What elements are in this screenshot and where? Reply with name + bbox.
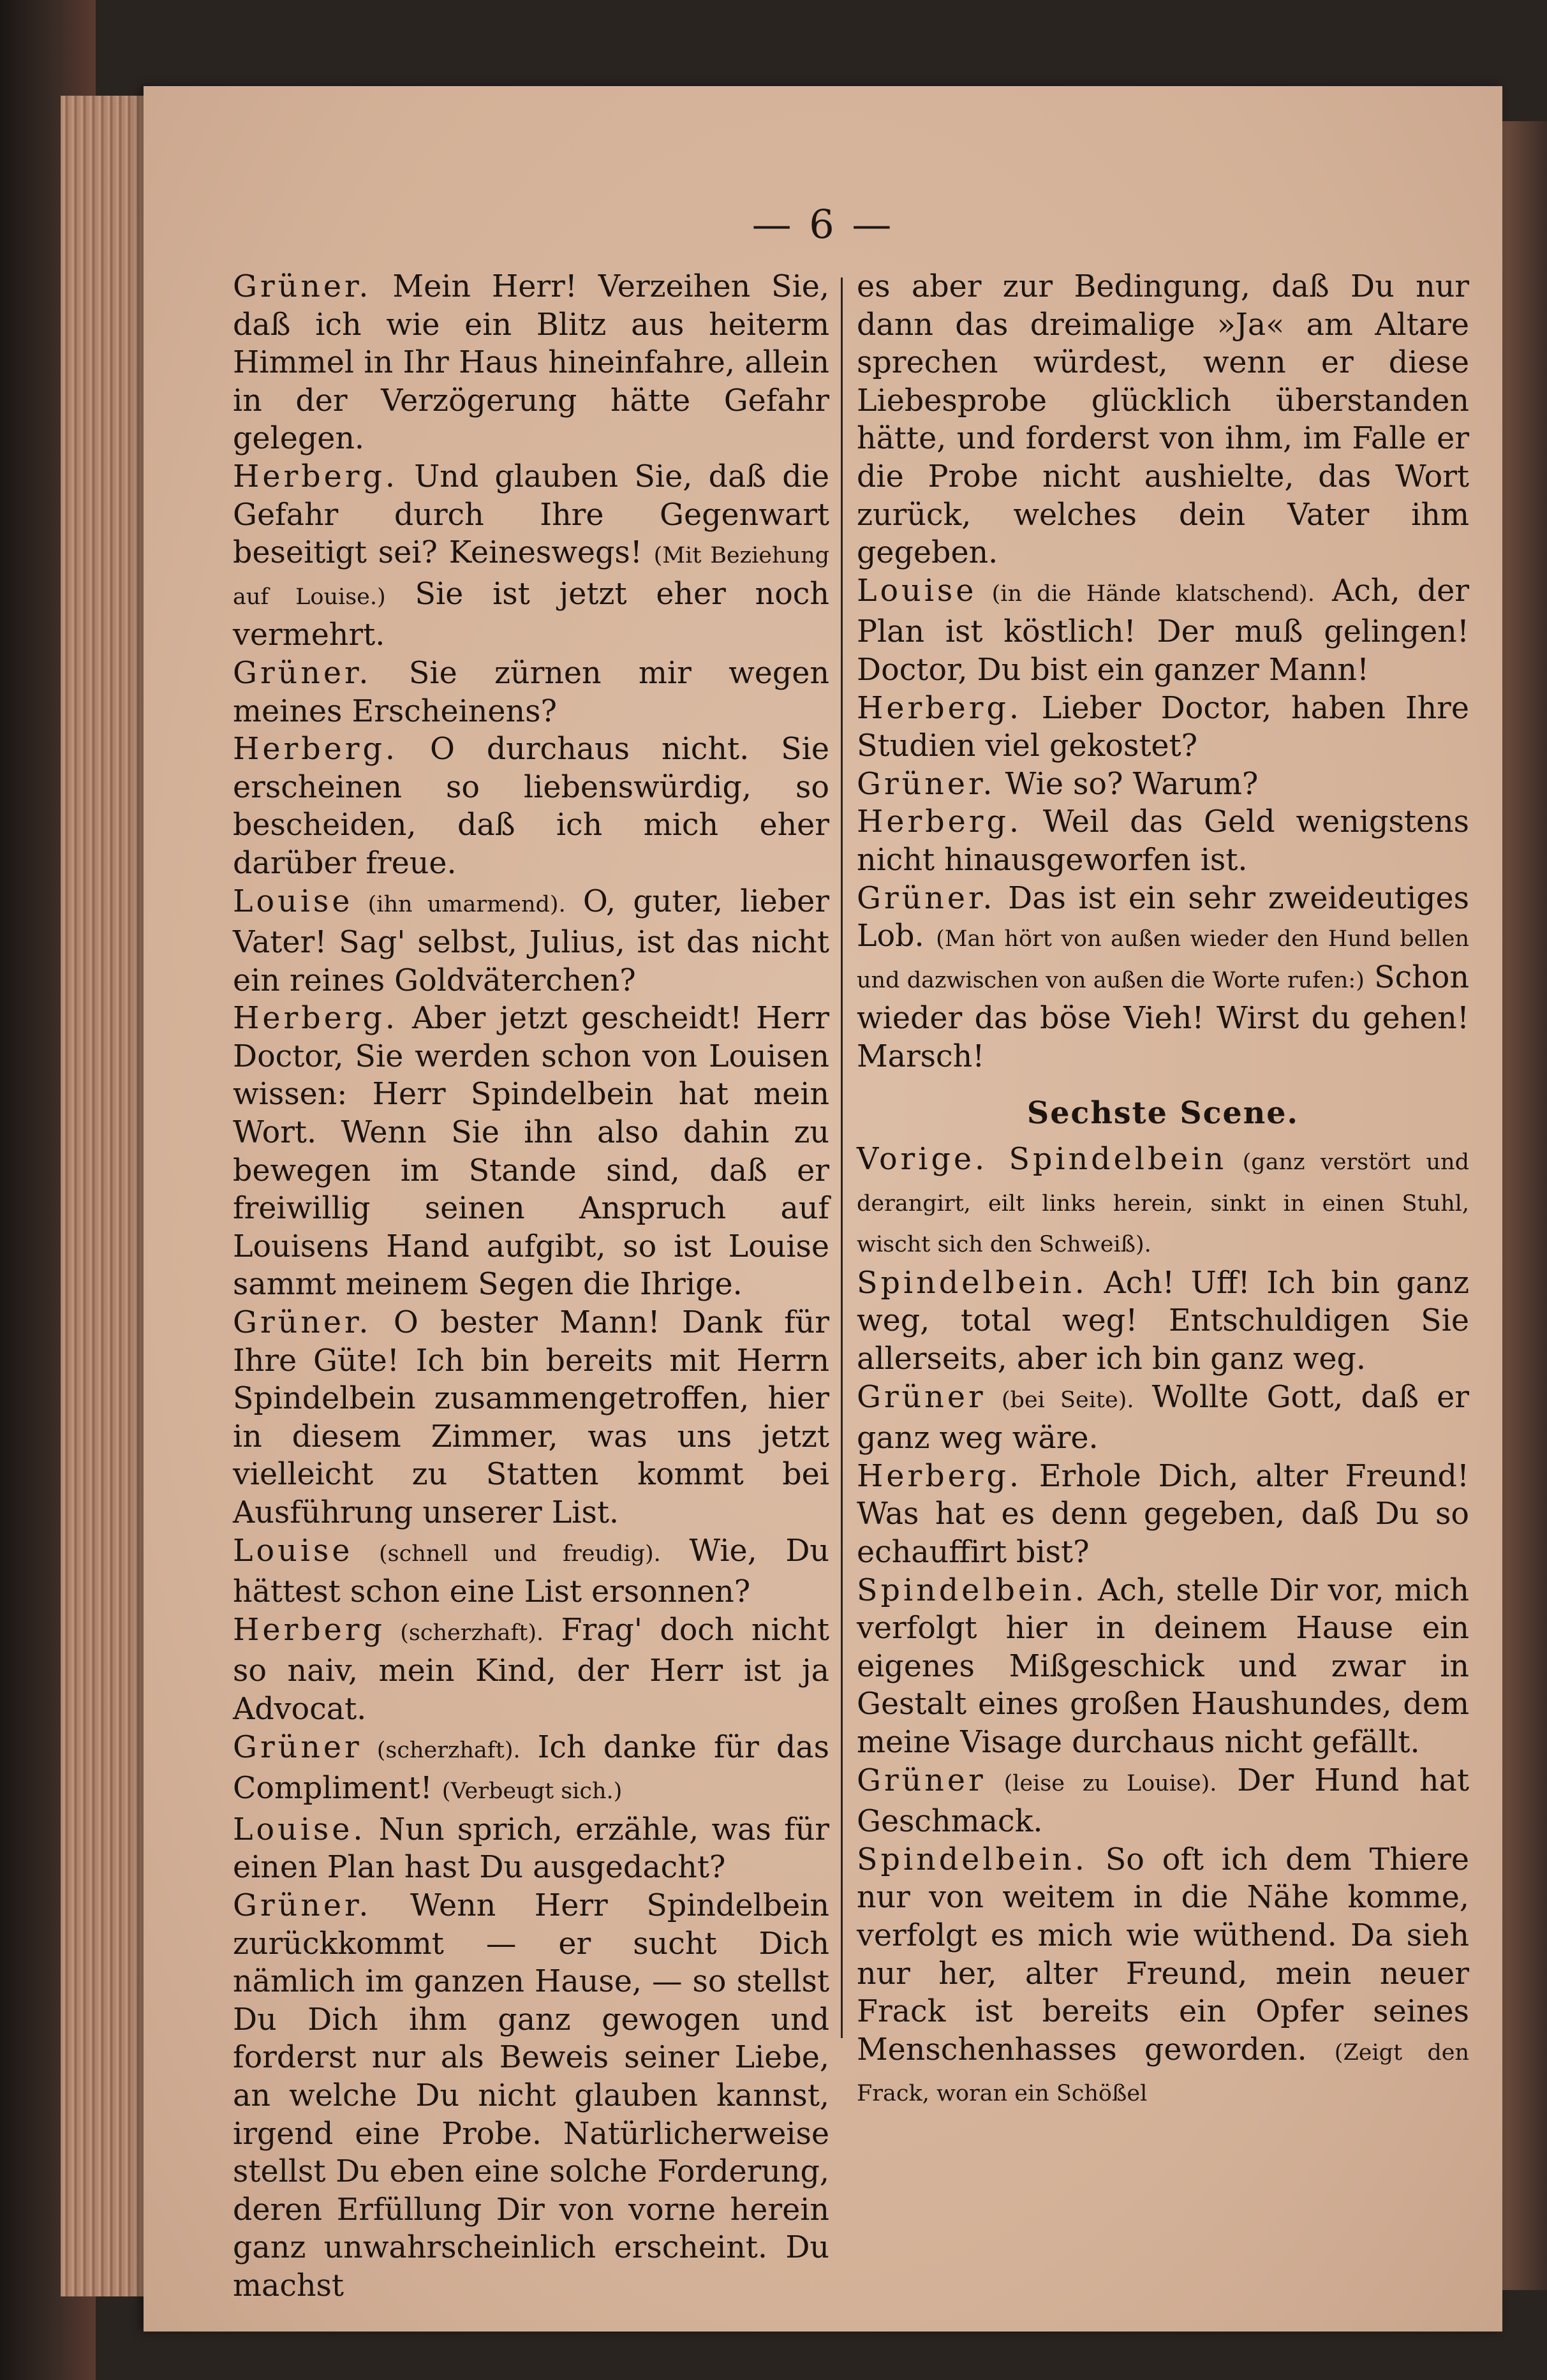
dialogue-text: Wenn Herr Spindelbein zurückkommt — er sucht Dich nämlich im ganzen Hause, — so stellst Du Dich ihm ganz gewogen und forderst nur als Beweis seiner Liebe, an welche Du nicht glauben kannst, irgend eine Probe. Natürlicherweise stellst Du eben eine solche Forderung, deren Erfüllung Dir von vorne herein ganz unwahrscheinlich erscheint. Du machst [233,1888,829,2303]
stage-direction: (Man hört von außen wieder den Hund bellen und dazwischen von außen die Worte rufen:) [857,926,1469,993]
dialogue-paragraph [857,1762,1469,1841]
speaker-name: Grüner. [233,1305,372,1341]
dialogue-paragraph [233,1611,829,1729]
dialogue-text: Nun sprich, erzähle, was für einen Plan hast Du ausgedacht? [233,1812,829,1886]
stage-direction: (schnell und freudig). [353,1541,661,1567]
page-edges [61,96,156,2296]
dialogue-text: Ich danke für das Compliment! [233,1729,830,1807]
speaker-name: Grüner. [233,1888,372,1923]
dialogue-paragraph [233,654,829,730]
speaker-name: Grüner [233,1729,362,1765]
speaker-name: Spindelbein. [857,1265,1088,1301]
speaker-name: Grüner. [857,766,996,802]
dialogue-paragraph [857,690,1469,765]
dialogue-text: Ach, der Plan ist köstlich! Der muß gelingen! Doctor, Du bist ein ganzer Mann! [857,573,1469,688]
dialogue-text: O, guter, lieber Vater! Sag' selbst, Julius, ist das nicht ein reines Goldväterchen? [233,883,829,998]
speaker-name: Spindelbein. [857,1842,1088,1877]
stage-direction: (Verbeugt sich.) [441,1778,623,1805]
speaker-name: Louise [857,573,977,609]
dialogue-paragraph [233,1887,829,2305]
dialogue-text: Mein Herr! Verzeihen Sie, daß ich wie ein Blitz aus heiterm Himmel in Ihr Haus hineinfahre, allein in der Verzögerung hätte Gefahr gelegen. [233,269,829,457]
dialogue-text: Und glauben Sie, daß die Gefahr durch Ihre Gegenwart beseitigt sei? Keineswegs! [233,459,829,571]
speaker-name: Spindelbein. [857,1572,1088,1608]
stage-direction: (Mit Beziehung auf Louise.) [233,543,830,610]
speaker-name: Grüner [857,1379,986,1415]
stage-direction: (ihn umarmend). [353,891,566,917]
page-number: — 6 — [751,201,894,248]
dialogue-text: So oft ich dem Thiere nur von weitem in die Nähe komme, verfolgt es mich wie wüthend. Da sieh nur her, alter Freund, mein neuer Frack ist bereits ein Opfer seines Menschenhasses geworden. [857,1842,1469,2067]
speaker-name: Grüner. [233,269,372,304]
dialogue-paragraph [857,1141,1469,1264]
dialogue-paragraph [233,730,829,882]
dialogue-text: O bester Mann! Dank für Ihre Güte! Ich bin bereits mit Herrn Spindelbein zusammengetroffen, hier in diesem Zimmer, was uns jetzt vielleicht zu Statten kommt bei Ausführung unserer List. [233,1305,829,1530]
dialogue-text: O durchaus nicht. Sie erscheinen so liebenswürdig, so bescheiden, daß ich mich eher darüber freue. [233,732,829,881]
dialogue-text: es aber zur Bedingung, daß Du nur dann das dreimalige »Ja« am Altare sprechen würdest, wenn er diese Liebesprobe glücklich überstanden hätte, und forderst von ihm, im Falle er die Probe nicht aushielte, das Wort zurück, welches dein Vater ihm gegeben. [857,269,1469,571]
dialogue-paragraph [857,1841,1469,2113]
dialogue-text: Ach, stelle Dir vor, mich verfolgt hier in deinem Hause ein eigenes Mißgeschick und zwar in Gestalt eines großen Haushundes, dem meine Visage durchaus nicht gefällt. [857,1572,1469,1760]
stage-direction: (scherzhaft). [385,1620,544,1646]
dialogue-text: Der Hund hat Geschmack. [857,1763,1469,1840]
speaker-name: Grüner. [233,655,372,691]
dialogue-paragraph [857,1378,1469,1458]
stage-direction: (bei Seite). [986,1387,1134,1413]
dialogue-paragraph [233,458,829,654]
dialogue-paragraph [857,880,1469,1076]
dialogue-paragraph [857,1572,1469,1762]
speaker-name: Vorige. Spindelbein [857,1142,1227,1178]
dialogue-paragraph [233,883,829,1000]
speaker-name: Herberg. [857,804,1022,840]
dialogue-text: Sie zürnen mir wegen meines Erscheinens? [233,655,829,729]
dialogue-paragraph [233,1532,829,1611]
stage-direction: (scherzhaft). [362,1737,521,1763]
dialogue-text: Erhole Dich, alter Freund! Was hat es denn gegeben, daß Du so echauffirt bist? [857,1458,1469,1570]
right-column [857,268,1469,2113]
dialogue-text: Schon wieder das böse Vieh! Wirst du gehen! Marsch! [857,959,1469,1074]
speaker-name: Louise [233,883,353,919]
stage-direction: (ganz verstört und derangirt, eilt links herein, sinkt in einen Stuhl, wischt sich den Schweiß). [857,1149,1469,1258]
dialogue-paragraph [233,1811,829,1887]
speaker-name: Louise [233,1533,353,1569]
column-divider [841,277,843,2038]
dialogue-text: Sie ist jetzt eher noch vermehrt. [233,576,829,653]
dialogue-text: Aber jetzt gescheidt! Herr Doctor, Sie werden schon von Louisen wissen: Herr Spindelbein hat mein Wort. Wenn Sie ihn also dahin zu bewegen im Stande sind, daß er freiwillig seinen Anspruch auf Louisens Hand aufgibt, so ist Louise sammt meinem Segen die Ihrige. [233,1001,829,1303]
speaker-name: Herberg. [233,732,398,767]
dialogue-paragraph [857,765,1469,804]
dialogue-paragraph [857,1264,1469,1378]
speaker-name: Louise. [233,1812,366,1847]
speaker-name: Herberg [233,1612,385,1648]
stage-direction: (Zeigt den Frack, woran ein Schößel [857,2039,1469,2107]
dialogue-paragraph [857,572,1469,690]
stage-direction: (leise zu Louise). [986,1770,1217,1796]
dialogue-text: Lieber Doctor, haben Ihre Studien viel gekostet? [857,690,1469,764]
dialogue-text: Das ist ein sehr zweideutiges Lob. [857,880,1469,954]
dialogue-paragraph [233,1000,829,1304]
speaker-name: Herberg. [233,459,398,494]
dialogue-paragraph [857,268,1469,572]
book-page [144,86,1502,2332]
speaker-name: Herberg. [857,690,1022,726]
dialogue-paragraph [857,1458,1469,1572]
speaker-name: Herberg. [233,1001,398,1037]
speaker-name: Grüner [857,1763,986,1798]
left-column [233,268,829,2305]
dialogue-text: Wie so? Warum? [995,766,1259,802]
dialogue-paragraph [233,1729,829,1811]
book-cover-right [1502,121,1547,2290]
dialogue-paragraph [857,803,1469,879]
speaker-name: Herberg. [857,1458,1022,1494]
dialogue-text: Wie, Du hättest schon eine List ersonnen? [233,1533,829,1610]
dialogue-text: Weil das Geld wenigstens nicht hinausgeworfen ist. [857,804,1469,878]
dialogue-paragraph [233,268,829,458]
dialogue-paragraph [233,1304,829,1532]
stage-direction: (in die Hände klatschend). [977,580,1315,607]
speaker-name: Grüner. [857,880,996,916]
dialogue-text: Ach! Uff! Ich bin ganz weg, total weg! Entschuldigen Sie allerseits, aber ich bin ganz weg. [857,1265,1469,1377]
dialogue-text: Frag' doch nicht so naiv, mein Kind, der Herr ist ja Advocat. [233,1612,829,1727]
scene-heading: Sechste Scene. [1026,1095,1299,1132]
dialogue-text: Wollte Gott, daß er ganz weg wäre. [857,1379,1469,1456]
